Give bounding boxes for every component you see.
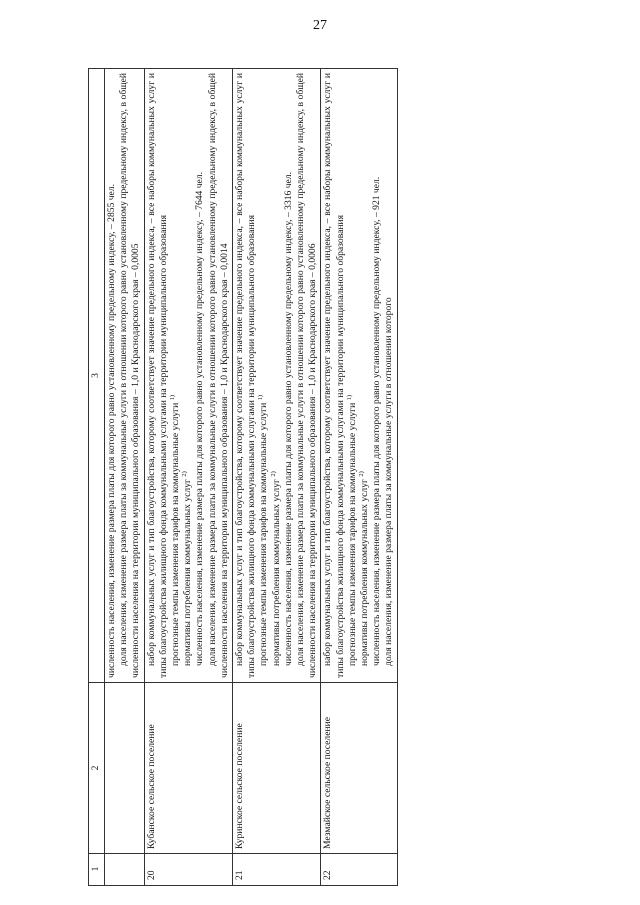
services-set: набор коммунальных услуг и тип благоустройства, которому соответствует значение предельного индекса, – все наборы коммунальных услуг и типы благоустройства жилищного фонда коммунальными услугами на территории муниципального образования bbox=[234, 73, 258, 678]
services-set: набор коммунальных услуг и тип благоустройства, которому соответствует значение предельного индекса, – все наборы коммунальных услуг и типы благоустройства жилищного фонда коммунальными услугами на территории муниципального образования bbox=[322, 73, 346, 678]
row-number: 22 bbox=[321, 854, 397, 886]
footnote-mark: 2) bbox=[181, 471, 189, 477]
table-viewport bbox=[88, 68, 598, 886]
row-number: 20 bbox=[144, 854, 232, 886]
consumption-norms: нормативы потребления коммунальных услуг bbox=[270, 479, 282, 666]
settlement-name: Кубанское сельское поселение bbox=[144, 683, 232, 854]
settlement-name: Куринское сельское поселение bbox=[233, 683, 321, 854]
services-set: набор коммунальных услуг и тип благоустройства, которому соответствует значение предельного индекса, – все наборы коммунальных услуг и типы благоустройства жилищного фонда коммунальными услугами на территории муниципального образования bbox=[145, 73, 169, 678]
table-header-row bbox=[89, 69, 105, 886]
population-count: численность населения, изменение размера платы для которого равно установленному предельному индексу, – 7644 чел. bbox=[194, 172, 206, 666]
table-row bbox=[321, 69, 397, 886]
page-number: 27 bbox=[313, 18, 327, 33]
footnote-mark: 1) bbox=[345, 394, 353, 401]
table-row bbox=[233, 69, 321, 886]
settlement-name: Мезмайское сельское поселение bbox=[321, 683, 397, 854]
consumption-norms: нормативы потребления коммунальных услуг bbox=[182, 479, 194, 666]
rotated-table-container bbox=[88, 68, 598, 886]
footnote-mark: 2) bbox=[357, 471, 365, 477]
tariff-forecast: прогнозные темпы изменения тарифов на коммунальные услуги bbox=[258, 402, 270, 666]
footnote-mark: 1) bbox=[168, 394, 176, 401]
row-description bbox=[321, 69, 397, 683]
column-header-1: 1 bbox=[89, 854, 105, 886]
continuation-share: доля населения, изменение размера платы за коммунальные услуги в отношении которого равно установленному предельному индексу, в общей численности населения на территории муниципального образования – 1,0 и Краснодарского края – 0,0005 bbox=[118, 73, 142, 678]
population-count: численность населения, изменение размера платы для которого равно установленному предельному индексу, – 3316 чел. bbox=[282, 172, 294, 666]
tariff-forecast: прогнозные темпы изменения тарифов на коммунальные услуги bbox=[170, 402, 182, 666]
population-share: доля населения, изменение размера платы за коммунальные услуги в отношении которого bbox=[383, 297, 395, 666]
continuation-description bbox=[105, 69, 145, 683]
column-header-3: 3 bbox=[89, 69, 105, 683]
footnote-mark: 1) bbox=[257, 394, 265, 401]
population-share: доля населения, изменение размера платы за коммунальные услуги в отношении которого равно установленному предельному индексу, в общей численности населения на территории муниципального образования – 1,0 и Краснодарского края – 0,0014 bbox=[206, 73, 230, 678]
tariff-index-table bbox=[88, 68, 398, 886]
footnote-mark: 2) bbox=[269, 471, 277, 477]
table-row bbox=[144, 69, 232, 886]
population-count: численность населения, изменение размера платы для которого равно установленному предельному индексу, – 921 чел. bbox=[371, 176, 383, 666]
consumption-norms: нормативы потребления коммунальных услуг bbox=[359, 479, 371, 666]
continuation-population: численность населения, изменение размера платы для которого равно установленному предельному индексу, – 2855 чел. bbox=[106, 184, 117, 678]
tariff-forecast: прогнозные темпы изменения тарифов на коммунальные услуги bbox=[346, 402, 358, 666]
column-header-2: 2 bbox=[89, 683, 105, 854]
row-description bbox=[233, 69, 321, 683]
row-number: 21 bbox=[233, 854, 321, 886]
table-row-continuation bbox=[105, 69, 145, 886]
row-description bbox=[144, 69, 232, 683]
population-share: доля населения, изменение размера платы за коммунальные услуги в отношении которого равно установленному предельному индексу, в общей численности населения на территории муниципального образования – 1,0 и Краснодарского края – 0,0006 bbox=[295, 73, 319, 678]
